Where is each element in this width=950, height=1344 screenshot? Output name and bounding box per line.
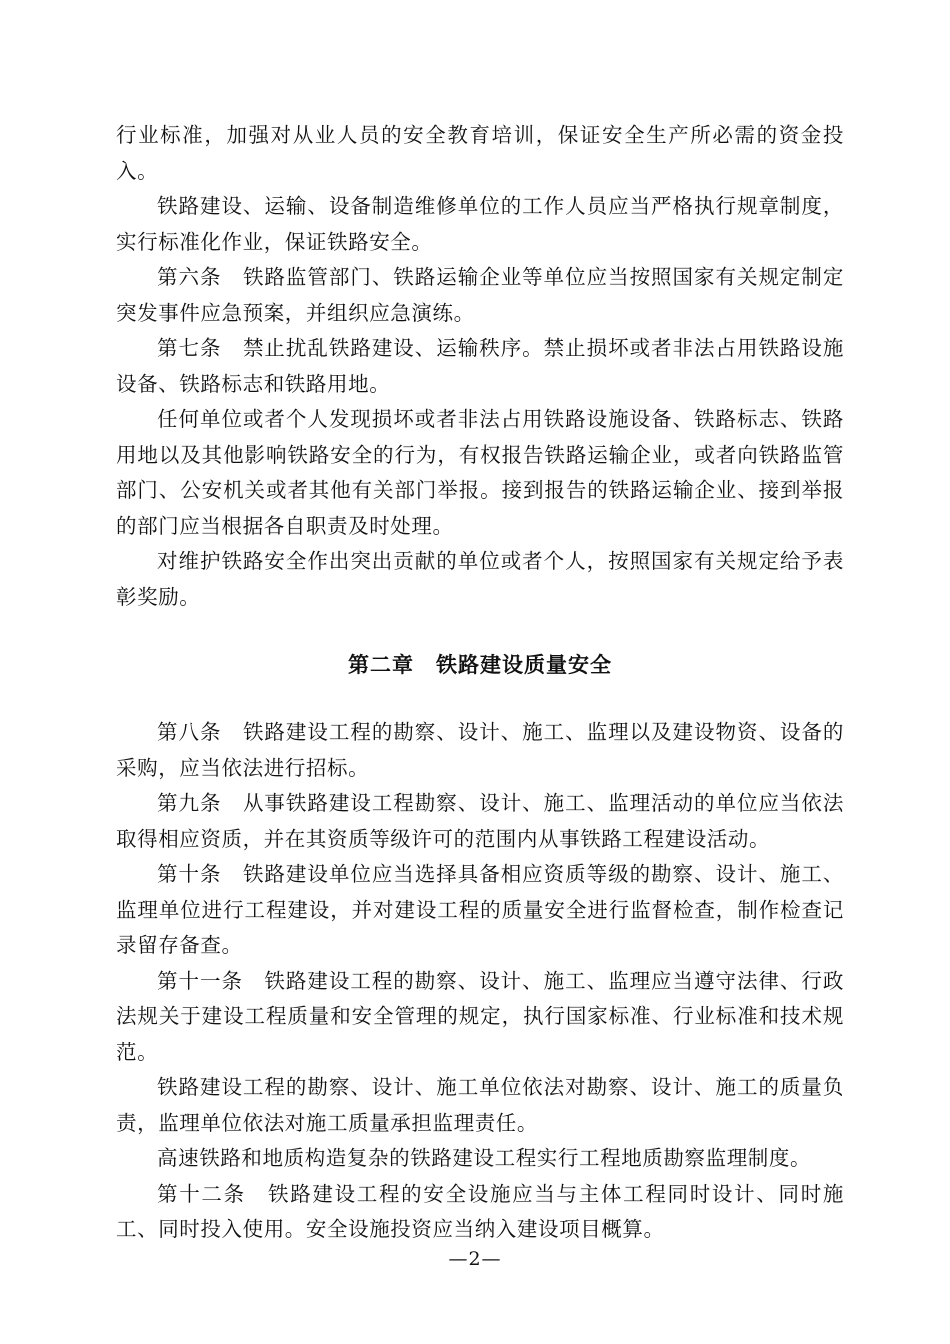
article-number: 第六条 <box>157 265 222 289</box>
paragraph <box>116 402 844 544</box>
article-paragraph <box>116 715 844 786</box>
article-number: 第九条 <box>157 791 222 815</box>
paragraphs-after-chapter <box>116 715 844 1248</box>
page-number: —2— <box>448 1248 502 1270</box>
paragraph-text: 高速铁路和地质构造复杂的铁路建设工程实行工程地质勘察监理制度。 <box>157 1146 812 1170</box>
paragraph <box>116 189 844 260</box>
article-paragraph <box>116 1177 844 1248</box>
paragraph-text: 任何单位或者个人发现损坏或者非法占用铁路设施设备、铁路标志、铁路用地以及其他影响铁路安全的行为，有权报告铁路运输企业，或者向铁路监管部门、公安机关或者其他有关部门举报。接到报告的铁路运输企业、接到举报的部门应当根据各自职责及时处理。 <box>116 407 844 538</box>
paragraph-text: 铁路建设工程的勘察、设计、施工、监理应当遵守法律、行政法规关于建设工程质量和安全管理的规定，执行国家标准、行业标准和技术规范。 <box>116 968 844 1064</box>
article-paragraph <box>116 331 844 402</box>
paragraph-text: 铁路建设工程的勘察、设计、施工、监理以及建设物资、设备的采购，应当依法进行招标。 <box>116 720 844 780</box>
paragraph-text: 对维护铁路安全作出突出贡献的单位或者个人，按照国家有关规定给予表彰奖励。 <box>116 549 844 609</box>
chapter-heading <box>116 647 844 683</box>
chapter-number: 第二章 <box>348 653 414 677</box>
article-paragraph <box>116 786 844 857</box>
article-number: 第七条 <box>157 336 222 360</box>
article-number: 第十二条 <box>157 1181 246 1206</box>
paragraph-text: 从事铁路建设工程勘察、设计、施工、监理活动的单位应当依法取得相应资质，并在其资质等级许可的范围内从事铁路工程建设活动。 <box>116 791 844 851</box>
chapter-title: 铁路建设质量安全 <box>436 653 612 677</box>
paragraph <box>116 544 844 615</box>
article-number: 第十一条 <box>157 968 243 993</box>
paragraph-text: 行业标准，加强对从业人员的安全教育培训，保证安全生产所必需的资金投入。 <box>116 123 844 183</box>
paragraph-text: 铁路建设、运输、设备制造维修单位的工作人员应当严格执行规章制度，实行标准化作业，保证铁路安全。 <box>116 194 844 254</box>
paragraph <box>116 1141 844 1177</box>
article-paragraph <box>116 964 844 1071</box>
paragraph <box>116 1070 844 1141</box>
paragraph-text: 铁路建设单位应当选择具备相应资质等级的勘察、设计、施工、监理单位进行工程建设，并对建设工程的质量安全进行监督检查，制作检查记录留存备查。 <box>116 862 844 957</box>
paragraph-text: 铁路建设工程的安全设施应当与主体工程同时设计、同时施工、同时投入使用。安全设施投资应当纳入建设项目概算。 <box>116 1181 844 1241</box>
article-paragraph <box>116 857 844 964</box>
paragraph-text: 铁路建设工程的勘察、设计、施工单位依法对勘察、设计、施工的质量负责，监理单位依法对施工质量承担监理责任。 <box>116 1075 844 1135</box>
article-paragraph <box>116 260 844 331</box>
article-number: 第八条 <box>157 720 222 744</box>
paragraph-text: 铁路监管部门、铁路运输企业等单位应当按照国家有关规定制定突发事件应急预案，并组织应急演练。 <box>116 265 844 325</box>
document-body <box>116 118 844 1248</box>
paragraph <box>116 118 844 189</box>
paragraph-text: 禁止扰乱铁路建设、运输秩序。禁止损坏或者非法占用铁路设施设备、铁路标志和铁路用地。 <box>116 336 844 396</box>
paragraphs-before-chapter <box>116 118 844 615</box>
article-number: 第十条 <box>157 862 222 886</box>
